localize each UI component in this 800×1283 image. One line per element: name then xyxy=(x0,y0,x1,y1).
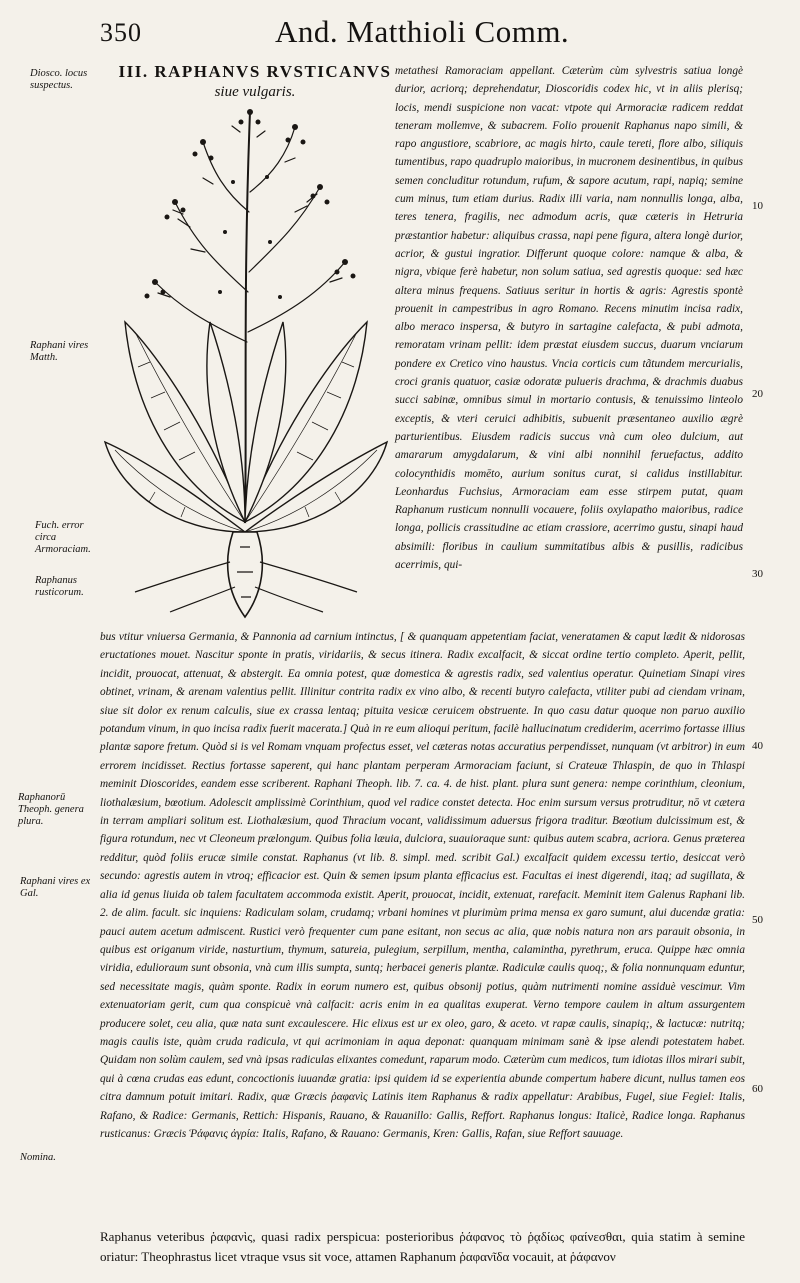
line-number: 30 xyxy=(752,568,763,580)
line-number: 40 xyxy=(752,740,763,752)
margin-note: Raphani vires Matth. xyxy=(30,340,89,363)
line-number: 50 xyxy=(752,914,763,926)
footnote-paragraph: Raphanus veteribus ῥαφανὶς, quasi radix perspicua: posterioribus ῥάφανος τὸ ῥᾳδίως φαίνεσθαι, quia statim à semine oriatur: Theophrastus licet vtraque vsus sit voce, attamen Raphanum ῥαφανῖδα vocauit, at ῥάφανον xyxy=(100,1229,745,1264)
line-number: 20 xyxy=(752,388,763,400)
line-number: 10 xyxy=(752,200,763,212)
margin-note: Diosco. locus suspectus. xyxy=(30,68,88,91)
margin-note: Nomina. xyxy=(20,1152,56,1163)
main-text xyxy=(100,628,745,1143)
running-title: And. Matthioli Comm. xyxy=(275,14,570,49)
horseradish-plant-illustration xyxy=(95,92,395,622)
margin-note: Raphanorū Theoph. genera plura. xyxy=(18,792,84,827)
section-subtitle: siue vulgaris. xyxy=(214,84,296,100)
main-paragraph: bus vtitur vniuersa Germania, & Pannonia ad carnium intinctus, [ & quanquam appetentiam faciat, veneratamen & caput lædit & nidorosas eructationes mouet. Nascitur sponte in pratis, viridariis, & secus itinera. Radix excalfacit, & siccat ordine tertio completo. Aperit, pellit, incidit, prouocat, attenuat, & abstergit. Ea omnia potest, quæ domestica & agrestis radix, sed valentius operatur. Quinetiam Sinapi vires obtinet, vrinam, & arenam valentius pellit. Illinitur contrita radix ex vino albo, & recenti butyro calefacta, vtiliter pubi ad ciendam vrinam, siue sit dolor ex renum calculis, siue ex crassa lentaq; pituita vesicæ ceruicem obstruente. In quo casu datur quoque non paruo auxilio potandum vinum, in quo incisa radix fuerit macerata.] Quà in re eum alioqui peritum, facilè hallucinatum crediderim, acerrimo fortasse illius plantæ sapore fretum. Quòd si is vel Romam vnquam profectus esset, vel cæteras notas accuratius perpendisset, nunquam (vt arbitror) in eum errorem incidisset. Rectius fortasse saperent, qui hanc plantam perperam Armoraciam faciunt, si Crateuæ Thlaspin, de quo in Thlaspi meminit Dioscorides, eandem esse scriberent. Raphani Theoph. lib. 7. ca. 4. de hist. plant. plura sunt genera: nempe corinthium, cleonium, liothalæsium, bœotium. Adolescit amplissimè Corinthium, quod vel radice constet detecta. Hoc enim sursum versus protruditur, nō vt cætera in terram ampliari solitum est. Liothalæsium, quod Thracium vocant, validissimum aduersus frigora traditur. Bœotium dulcissimum est, & figura rotundum, nec vt Cleoneum prælongum. Quibus folia læuia, dulciora, suauioraque sunt: quibus autem scabra, acriora. Genus præterea redditur, quòd foliis erucæ simile constat. Raphanus (vt lib. 8. simpl. med. scribit Gal.) excalfacit quidem excessu tertio, desiccat verò secundo: agrestis autem in vtroq; efficacior est. Quin & semen ipsum planta efficacius est. Facultas ei inest digerendi, itaq; ad sugillata, & alia id genus liuida ob talem facultatem accommoda existit. Aperit, prouocat, incidit, extenuat, rarefacit. Meminit item Galenus Raphani lib. 2. de alim. facult. sic inquiens: Radiculam solam, crudamq; vrbani homines vt plurimùm prima mensa ex garo sumunt, alui ducendæ gratia: pauci autem acetum admiscent. Rustici verò frequenter cum pane esitant, non secus ac alia, quæ nobis natura non ars parauit obsonia, in quibus est origanum viride, nasturtium, thymum, satureia, pulegium, serpillum, mentha, calamintha, pyrethrum, eruca. Quippe hæc omnia viridia, edulioraum sunt obsonia, vnà cum illis sumpta, suntq; herbacei generis plantæ. Radiculæ caulis quoq;, & folia nonnunquam eduntur, sed necessitate magis, quàm sponte. Radix in eorum numero est, quibus obsonij potius, quàm nutrimenti nomine assiduè vescimur. Vim extenuatoriam gerit, cum qua conspicuè vnà calfacit: acris enim in ea qualitas exuperat. Verno tempore caulem in altum assurgentem producere solet, ceu alia, quæ nata sunt excaulescere. Hic elixus est ur ex oleo, garo, & aceto. vt rapæ caulis, sinapiq;, & lactucæ: nutritq; magis caulis iste, quàm cruda radicula, vt qui acrimoniam in aqua deponat: quanquam minimam sanè & ipse alendi potestatem habet. Quidam non solùm caulem, sed vnà ipsas radiculas elixantes comedunt, raparum modo. Cæterùm cum medicos, tum idiotas illos mirari subit, qui à cœna crudas eas edunt, concoctionis iuuandæ gratia: ipsi quidem id se experientia abunde compertum habere dicunt, nullus tamen eos citra damnum potuit imitari. Radix, quæ Græcis ῥαφανὶς Latinis item Raphanus & radix appellatur: Arabibus, Fugel, siue Fegiel: Italis, Rafano, & Radice: Germanis, Rettich: Hispanis, Rauano, & Rauanillo: Gallis, Reffort. Raphanus longus: Italicè, Radice longa. Raphanus rusticanus: Græcis Ῥάφανις ἀγρία: Italis, Rafano, & Rauano: Germanis, Kren: Gallis, Rafan, siue Reffort sauuage. xyxy=(100,631,745,1140)
line-number: 60 xyxy=(752,1083,763,1095)
page-number: 350 xyxy=(100,18,142,47)
margin-note: Fuch. error circa Armoraciam. xyxy=(35,520,91,555)
margin-note: Raphanus rusticorum. xyxy=(35,575,84,598)
footnote xyxy=(100,1214,745,1280)
right-column-paragraph: metathesi Ramoraciam appellant. Cæterùm cùm sylvestris satiua longè durior, acriorq; deprehendatur, Dioscoridis codex hic, vt in aliis plerisq; locis, mendi suspicione non vacat: vtpote qui Armoraciæ radicem reddat teneram mollemve, & subacrem. Folio prouenit Raphanus napo simili, & rapo angustiore, scabriore, ac magis hirto, caule tereti, flore albo, siliquis tumentibus, rapo quadruplo maioribus, in mucronem desinentibus, in quibus semen concluditur rotundum, rufum, & sapore acutum, rapi, napiq; semine cum minus, tum etiam durius. Radix illi varia, nam nonnullis longa, alba, teres tenera, fragilis, nec admodum acris, quæ cæteris in Hetruria præstantior habetur: aliquibus crassa, napi pene figura, altera longè durior, acrior, & gustui ingratior. Differunt quoque colore: namque & alba, & nigra, vbique ferè habetur, non solum satiua, sed agrestis quoque: sed hæc altera minus frequens. Satiuus seritur in hortis & agris: Agrestis spontè prouenit in campestribus in agro Romano. Recens minutim incisa radix, albo meraco inspersa, & butyro in sartagine calefacta, & pubi admota, remoratam vrinam pellit: idem præstat eiusdem succus, duarum vnciarum pondere ex Cretico vino haustus. Vncia corticis cum tãtundem mercurialis, croci granis quatuor, casiæ odoratæ pulueris drachma, & drachmis duabus succi sabinæ, omnibus simul in mortario contusis, & tenuissimo linteolo exceptis, & vteri ceruici adhibitis, subuenit præsentaneo auxilio ægrè parturientibus. Eiusdem radicis succus vnà cum oleo dulcium, aut amararum amygdalarum, & vini albi nonnihil feruefactus, addito colocynthidis momēto, aurium sonitus curat, si calidus instillabitur. Leonhardus Fuchsius, Armoraciam eam esse stirpem putat, quam Raphanum rusticum nonnulli vocauere, foliis oxylapatho maioribus, radice longa, pollicis crassitudine ac etiam crassiore, acerrimo gustu, sinapi haud absimili: floribus in caulium summitatibus albis & pusillis, radicibus acerrimis, qui- xyxy=(395,65,743,572)
margin-note: Raphani vires ex Gal. xyxy=(20,876,91,899)
right-column-text xyxy=(395,62,743,574)
section-title: III. RAPHANVS RVSTICANVS xyxy=(118,62,392,81)
